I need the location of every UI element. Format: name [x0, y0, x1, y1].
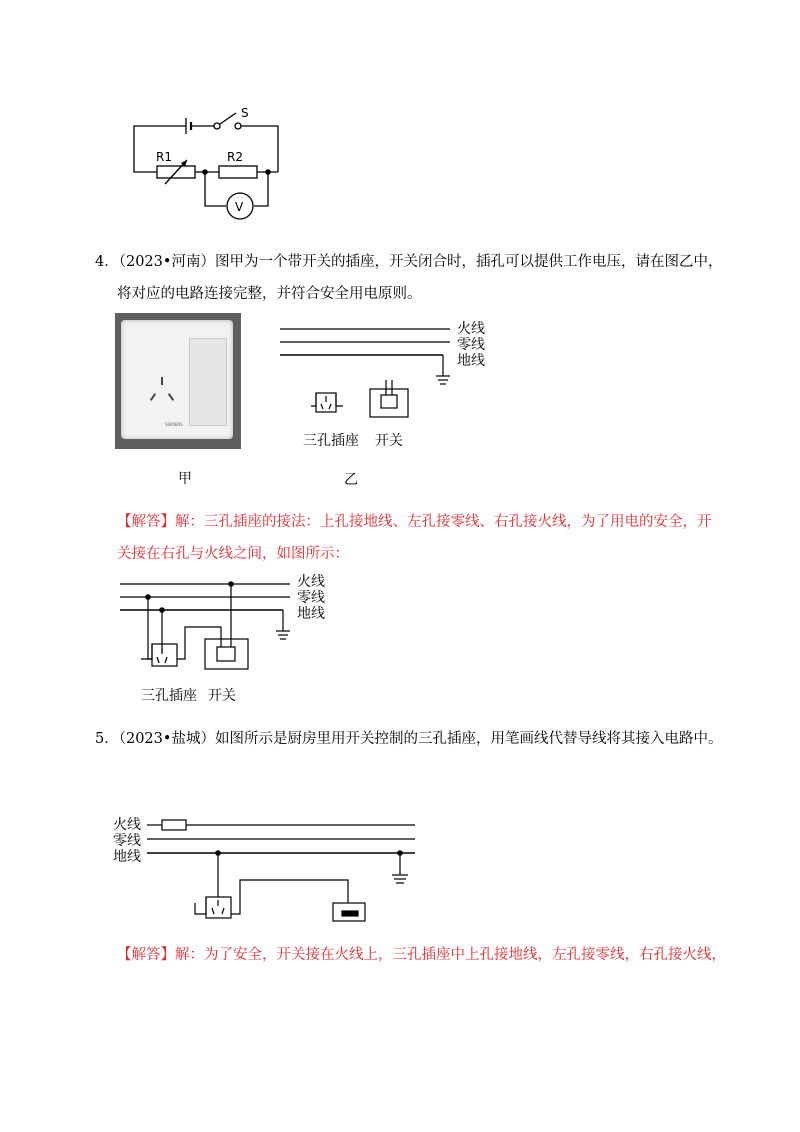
- q4-line1: [95, 252, 722, 272]
- a4-text-1: 三孔插座的接法：上孔接地线、左孔接零线、右孔接火线，为了用电的安全，开: [204, 514, 712, 530]
- q4-wire-neutral: 零线: [457, 337, 485, 353]
- q4-switch-label: 开关: [375, 433, 403, 449]
- a4-wire-neutral: 零线: [297, 590, 325, 606]
- a4-switch-label: 开关: [208, 688, 236, 704]
- a4-line1: [117, 512, 712, 532]
- diagram-b: [0, 300, 800, 500]
- q5-text-1: 如图所示是厨房里用开关控制的三孔插座，用笔画线代替导线将其接入电路中。: [214, 731, 723, 747]
- q4-source: （2023•河南）: [118, 254, 215, 270]
- q4-line2: 将对应的电路连接完整，并符合安全用电原则。: [117, 286, 422, 302]
- q4-socket-label: 三孔插座: [303, 433, 359, 449]
- q4-number: 4．: [95, 254, 119, 270]
- q5-source: （2023•盐城）: [118, 731, 215, 747]
- q4-text-1: 图甲为一个带开关的插座，开关闭合时，插孔可以提供工作电压，请在图乙中，: [214, 254, 723, 270]
- a4-line2: 关接在右孔与火线之间，如图所示：: [117, 546, 349, 562]
- r2-label: R2: [227, 150, 243, 164]
- q4-wire-ground: 地线: [457, 353, 485, 369]
- q5-line1: [95, 729, 722, 749]
- a4-wire-live: 火线: [297, 574, 325, 590]
- switch-label: S: [241, 106, 249, 120]
- voltmeter-label: V: [235, 200, 244, 214]
- a4-socket-label: 三孔插座: [141, 688, 197, 704]
- a4-tag: 【解答】: [117, 514, 175, 530]
- photo-brand: SIEMENS: [165, 422, 183, 427]
- q5-wire-ground: 地线: [113, 849, 141, 865]
- photo-label: 甲: [178, 471, 192, 487]
- a5-tag: 【解答】: [117, 947, 175, 963]
- a4-prefix: 解：: [175, 514, 204, 530]
- answer4-diagram: [0, 570, 800, 710]
- q4-wire-live: 火线: [457, 321, 485, 337]
- a5-prefix: 解：: [175, 947, 204, 963]
- a5-line1: [117, 945, 726, 965]
- q5-wire-neutral: 零线: [113, 833, 141, 849]
- a5-text-1: 为了安全，开关接在火线上，三孔插座中上孔接地线，左孔接零线，右孔接火线，: [204, 947, 726, 963]
- q5-wire-live: 火线: [113, 817, 141, 833]
- r1-label: R1: [156, 150, 172, 164]
- diagram-label: 乙: [344, 472, 358, 488]
- circuit-diagram: [0, 0, 800, 230]
- q5-number: 5．: [95, 731, 119, 747]
- a4-wire-ground: 地线: [297, 606, 325, 622]
